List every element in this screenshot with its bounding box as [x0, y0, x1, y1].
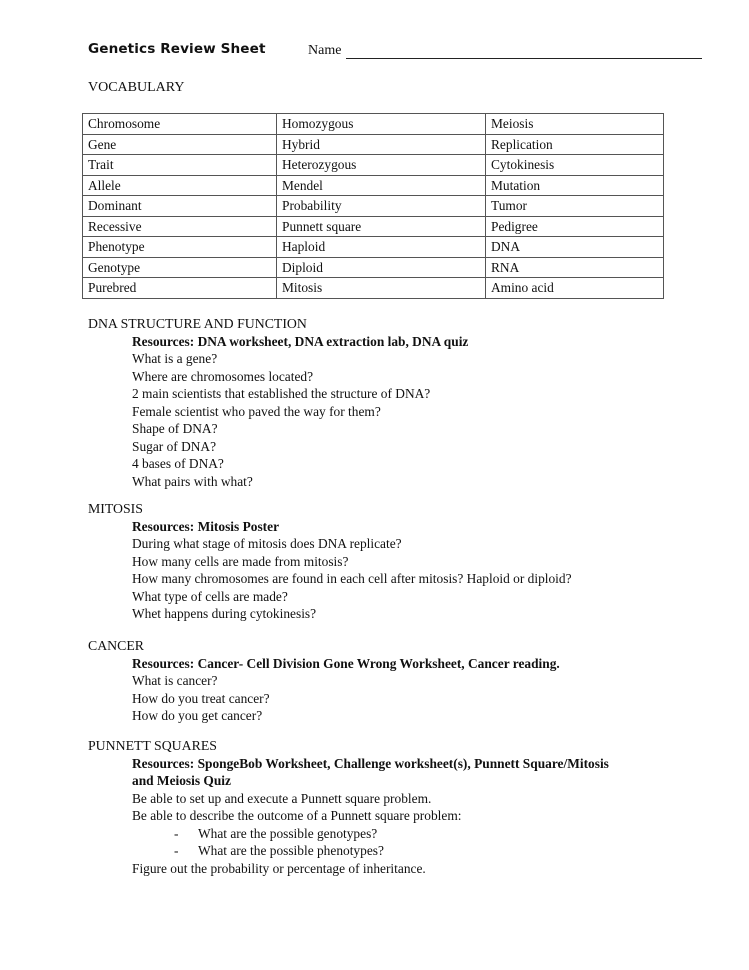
question: How do you get cancer?: [132, 708, 263, 723]
bullet-dash: -: [174, 825, 179, 841]
vocab-cell: Meiosis: [486, 114, 664, 135]
table-row: [83, 278, 664, 299]
vocab-cell: Mitosis: [277, 278, 486, 299]
vocab-cell: Chromosome: [83, 114, 277, 135]
header: [88, 40, 703, 64]
question: How many cells are made from mitosis?: [132, 553, 349, 569]
question: Be able to set up and execute a Punnett square problem.: [132, 790, 432, 806]
table-row: [83, 155, 664, 176]
section-title: MITOSIS: [88, 501, 143, 516]
vocab-cell: Cytokinesis: [486, 155, 664, 176]
question: Shape of DNA?: [132, 421, 218, 436]
question: Where are chromosomes located?: [132, 368, 314, 384]
vocabulary-table: [82, 113, 664, 299]
vocab-cell: Mutation: [486, 175, 664, 196]
table-row: [83, 134, 664, 155]
sheet-title: Genetics Review Sheet: [88, 41, 266, 57]
vocab-cell: Diploid: [277, 257, 486, 278]
question: What is a gene?: [132, 351, 218, 366]
bullet-item: [174, 825, 708, 843]
question: 4 bases of DNA?: [132, 456, 224, 471]
bullet-item: [174, 842, 708, 860]
bullet-text: What are the possible phenotypes?: [198, 843, 384, 858]
vocab-cell: Probability: [277, 196, 486, 217]
table-row: [83, 196, 664, 217]
question: Sugar of DNA?: [132, 438, 217, 454]
vocab-cell: Allele: [83, 175, 277, 196]
vocab-cell: Haploid: [277, 237, 486, 258]
vocab-cell: Punnett square: [277, 216, 486, 237]
question: 2 main scientists that established the structure of DNA?: [132, 386, 431, 401]
punnett-section: [88, 737, 708, 877]
vocab-cell: DNA: [486, 237, 664, 258]
question: Whet happens during cytokinesis?: [132, 606, 317, 621]
vocab-cell: Homozygous: [277, 114, 486, 135]
vocab-cell: Recessive: [83, 216, 277, 237]
vocab-cell: Pedigree: [486, 216, 664, 237]
vocab-cell: Heterozygous: [277, 155, 486, 176]
dna-section: [88, 315, 708, 490]
vocab-cell: Genotype: [83, 257, 277, 278]
vocab-cell: Hybrid: [277, 134, 486, 155]
question: How do you treat cancer?: [132, 690, 270, 706]
vocab-cell: Mendel: [277, 175, 486, 196]
section-title: CANCER: [88, 638, 144, 653]
vocab-cell: Tumor: [486, 196, 664, 217]
question: What pairs with what?: [132, 473, 253, 489]
resources-line: Resources: Mitosis Poster: [132, 518, 280, 534]
vocab-cell: Replication: [486, 134, 664, 155]
section-title: PUNNETT SQUARES: [88, 738, 217, 753]
question: Be able to describe the outcome of a Punnett square problem:: [132, 808, 462, 823]
resources-line: Resources: DNA worksheet, DNA extraction lab, DNA quiz: [132, 333, 469, 349]
table-row: [83, 175, 664, 196]
vocab-cell: RNA: [486, 257, 664, 278]
name-label: Name: [308, 43, 342, 58]
name-blank-line: [346, 58, 702, 59]
bullet-dash: -: [174, 843, 179, 858]
vocabulary-heading: VOCABULARY: [88, 80, 185, 95]
question: Figure out the probability or percentage of inheritance.: [132, 860, 426, 876]
table-row: [83, 237, 664, 258]
resources-line: Resources: SpongeBob Worksheet, Challenge worksheet(s), Punnett Square/Mitosis: [132, 755, 609, 771]
table-row: [83, 216, 664, 237]
section-title: DNA STRUCTURE AND FUNCTION: [88, 316, 307, 331]
table-row: [83, 257, 664, 278]
table-row: [83, 114, 664, 135]
question: How many chromosomes are found in each cell after mitosis? Haploid or diploid?: [132, 571, 572, 586]
bullet-text: What are the possible genotypes?: [198, 825, 378, 841]
question: During what stage of mitosis does DNA replicate?: [132, 536, 402, 551]
vocab-cell: Gene: [83, 134, 277, 155]
vocab-cell: Purebred: [83, 278, 277, 299]
cancer-section: [88, 637, 708, 725]
vocab-cell: Amino acid: [486, 278, 664, 299]
question: Female scientist who paved the way for them?: [132, 403, 381, 419]
mitosis-section: [88, 500, 708, 623]
question: What type of cells are made?: [132, 588, 288, 604]
vocab-cell: Trait: [83, 155, 277, 176]
resources-line: and Meiosis Quiz: [132, 773, 231, 788]
resources-line: Resources: Cancer- Cell Division Gone Wrong Worksheet, Cancer reading.: [132, 655, 560, 671]
vocab-cell: Phenotype: [83, 237, 277, 258]
vocab-cell: Dominant: [83, 196, 277, 217]
question: What is cancer?: [132, 673, 218, 688]
